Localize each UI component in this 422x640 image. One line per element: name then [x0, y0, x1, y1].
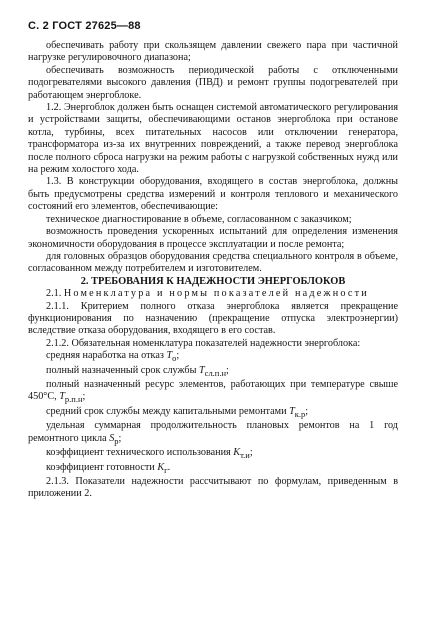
paragraph: обеспечивать работу при скользящем давлении свежего пара при частичной нагрузке регулировочного диапазона;	[28, 40, 398, 64]
paragraph: обеспечивать возможность периодической работы с отключенными подогревателями высокого давления (ПВД) и ремонт группы подогревателей при работающем энергоблоке.	[28, 64, 398, 101]
indicator-item: полный назначенный ресурс элементов, работающих при температуре свыше 450°С, $T_{р.п.н}$;	[28, 379, 398, 405]
clause-number: 2.1.	[46, 288, 62, 300]
indicator-item: полный назначенный срок службы $T_{сл.п.н}$;	[46, 364, 229, 378]
paragraph-2-1	[28, 288, 398, 300]
paragraph: техническое диагностирование в объеме, согласованном с заказчиком;	[46, 213, 352, 225]
paragraph-2-1-1: 2.1.1. Критерием полного отказа энергоблока является прекращение функционирования по назначению (прекращение отпуска электроэнергии) вследствие отказа оборудования, входящего в его состав.	[28, 300, 398, 337]
paragraph-1-3: 1.3. В конструкции оборудования, входящего в состав энергоблока, должны быть предусмотрены средства измерений и контроля теплового и механического состояний его элементов, обеспечивающие:	[28, 176, 398, 213]
page-header: С. 2 ГОСТ 27625—88	[28, 20, 141, 32]
indicator-item: коэффициент готовности $K_г$.	[46, 461, 171, 475]
paragraph-2-1-3: 2.1.3. Показатели надежности рассчитывают по формулам, приведенным в приложении 2.	[28, 476, 398, 500]
indicator-item: средний срок службы между капитальными ремонтами $T_{к.р}$;	[46, 405, 309, 419]
paragraph: для головных образцов оборудования средства специального контроля в объеме, согласованном между потребителем и изготовителем.	[28, 250, 398, 275]
paragraph: возможность проведения ускоренных испытаний для определения изменения экономичности оборудования в процессе эксплуатации и после ремонта;	[28, 226, 398, 250]
section-heading: 2. ТРЕБОВАНИЯ К НАДЕЖНОСТИ ЭНЕРГОБЛОКОВ	[80, 275, 346, 287]
document-body	[28, 40, 398, 501]
clause-title-spaced: Номенклатура и нормы показателей надежности	[63, 288, 369, 300]
indicator-item: средняя наработка на отказ $T_о$;	[46, 350, 180, 364]
indicator-item: коэффициент технического использования $K_{т.и}$;	[46, 447, 253, 461]
paragraph-1-2: 1.2. Энергоблок должен быть оснащен системой автоматического регулирования и устройствами защиты, обеспечивающими останов энергоблока при останове котла, турбины, всех питательных насосов или отключении генератора, трансформатора из-за их внутренних повреждений, а также перевод энергоблока после полного сброса нагрузки на режим работы с нагрузкой собственных нужд или на режим холостого хода.	[28, 102, 398, 176]
indicator-item: удельная суммарная продолжительность плановых ремонтов на 1 год ремонтного цикла $S_р$;	[28, 420, 398, 446]
paragraph-2-1-2: 2.1.2. Обязательная номенклатура показателей надежности энергоблока:	[46, 337, 361, 349]
